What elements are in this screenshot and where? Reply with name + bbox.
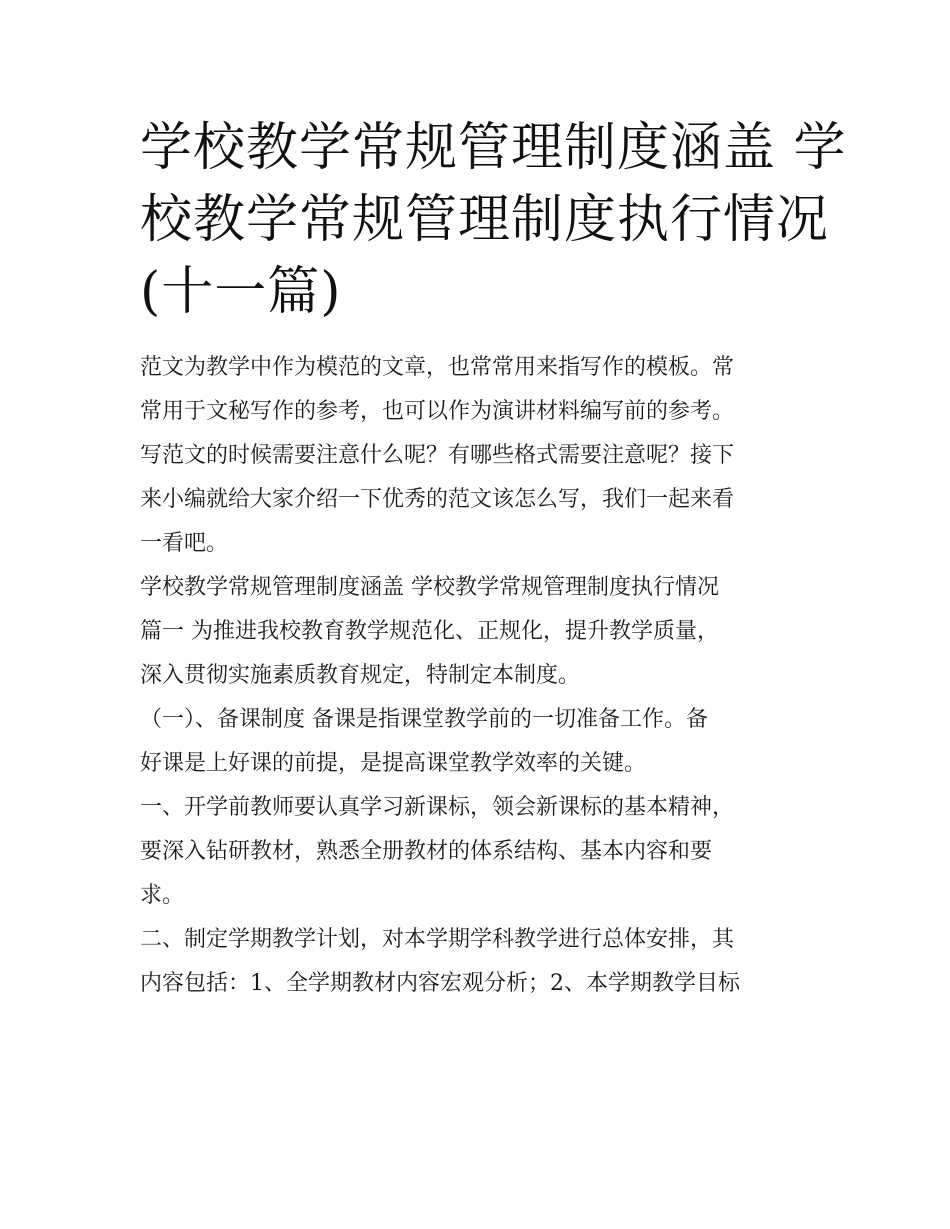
- text-line: 二、制定学期教学计划，对本学期学科教学进行总体安排，其: [140, 927, 735, 952]
- text-line: 常用于文秘写作的参考，也可以作为演讲材料编写前的参考。: [140, 399, 735, 424]
- text-line: 要深入钻研教材，熟悉全册教材的体系结构、基本内容和要: [140, 839, 713, 864]
- title-line: 校教学常规管理制度执行情况: [140, 190, 830, 250]
- document-title: [140, 112, 847, 328]
- text-line: 写范文的时候需要注意什么呢？有哪些格式需要注意呢？接下: [140, 443, 735, 468]
- text-line: 来小编就给大家介绍一下优秀的范文该怎么写，我们一起来看: [140, 487, 735, 512]
- document-page: [140, 112, 847, 1006]
- text-line: 内容包括：1、全学期教材内容宏观分析；2、本学期教学目标: [140, 971, 740, 996]
- text-line: 范文为教学中作为模范的文章，也常常用来指写作的模板。常: [140, 355, 735, 380]
- intro-paragraph: [140, 346, 815, 566]
- text-line: 好课是上好课的前提，是提高课堂教学效率的关键。: [140, 751, 647, 776]
- text-line: 求。: [140, 883, 185, 908]
- text-line: 篇一 为推进我校教育教学规范化、正规化，提升教学质量，: [140, 619, 719, 644]
- title-line: 学校教学常规管理制度涵盖 学: [140, 118, 847, 178]
- text-line: （一）、备课制度 备课是指课堂教学前的一切准备工作。备: [140, 707, 708, 732]
- body-text: [140, 566, 815, 1006]
- title-line: (十一篇): [140, 262, 342, 322]
- text-line: 学校教学常规管理制度涵盖 学校教学常规管理制度执行情况: [140, 575, 719, 600]
- text-line: 深入贯彻实施素质教育规定，特制定本制度。: [140, 663, 581, 688]
- text-line: 一看吧。: [140, 531, 229, 556]
- text-line: 一、开学前教师要认真学习新课标，领会新课标的基本精神，: [140, 795, 735, 820]
